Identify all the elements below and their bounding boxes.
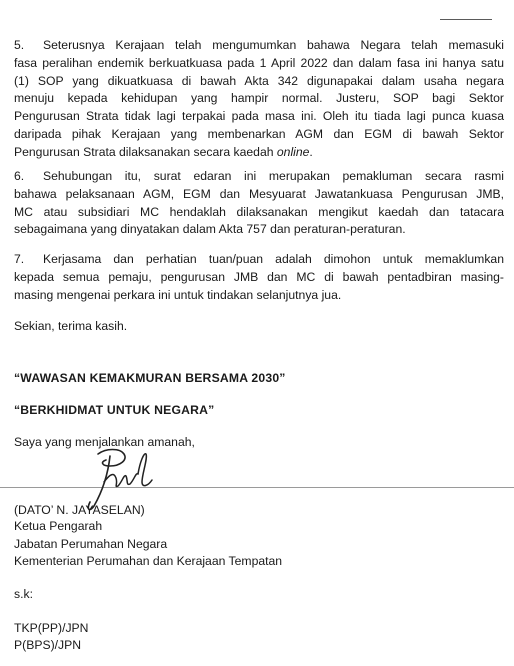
paragraph-5-line-6: daripada pihak Kerajaan yang membenarkan AGM dan EGM di bawah Sektor	[14, 126, 504, 141]
motto-wawasan: “WAWASAN KEMAKMURAN BERSAMA 2030”	[14, 371, 286, 385]
cc-recipient: P(BPS)/JPN	[14, 638, 82, 652]
paragraph-5-line-2: fasa peralihan endemik berkuatkuasa pada 1 April 2022 dan dalam fasa ini hanya satu	[14, 55, 504, 70]
paragraph-6-line-2: bahawa pelaksanaan AGM, EGM dan Mesyuarat Jawatankuasa Pengurusan JMB,	[14, 186, 504, 201]
cc-recipient: TKP(PP)/JPN	[14, 621, 89, 635]
online-term: online	[276, 144, 310, 159]
paragraph-5-line-1: 5. Seterusnya Kerajaan telah mengumumkan bahawa Negara telah memasuki	[14, 37, 504, 55]
paragraph-6	[14, 168, 504, 239]
signer-title: Ketua Pengarah	[14, 519, 103, 533]
cc-label: s.k:	[14, 587, 33, 601]
paragraph-7-line-3: masing mengenai perkara ini untuk tindakan selanjutnya jua.	[14, 287, 342, 302]
paragraph-6-line-3: MC atau subsidiari MC hendaklah dilaksanakan mengikut kaedah dan tatacara	[14, 204, 504, 219]
signer-name: (DATO’ N. JAYASELAN)	[14, 503, 145, 517]
header-rule	[440, 19, 492, 20]
paragraph-6-number: 6.	[14, 169, 25, 183]
scan-fold-line	[0, 487, 514, 488]
paragraph-5	[14, 37, 504, 162]
amanah-text: Saya yang menjalankan amanah,	[14, 435, 195, 449]
paragraph-5-line-7: Pengurusan Strata dilaksanakan secara kaedah online.	[14, 144, 313, 159]
closing-text: Sekian, terima kasih.	[14, 319, 128, 333]
paragraph-7-number: 7.	[14, 252, 25, 266]
paragraph-6-line-4: sebagaimana yang dinyatakan dalam Akta 757 dan peraturan-peraturan.	[14, 222, 406, 237]
signer-department: Jabatan Perumahan Negara	[14, 537, 168, 551]
motto-berkhidmat: “BERKHIDMAT UNTUK NEGARA”	[14, 403, 215, 417]
paragraph-5-number: 5.	[14, 38, 25, 52]
paragraph-7	[14, 251, 504, 304]
paragraph-5-line-5: Pengurusan Strata tidak lagi terpakai pada masa ini. Oleh itu tiada lagi punca kuasa	[14, 109, 504, 124]
paragraph-6-line-1: 6. Sehubungan itu, surat edaran ini merupakan pemakluman secara rasmi	[14, 168, 504, 186]
paragraph-7-line-1: 7. Kerjasama dan perhatian tuan/puan adalah dimohon untuk memaklumkan	[14, 251, 504, 269]
signer-ministry: Kementerian Perumahan dan Kerajaan Tempatan	[14, 554, 283, 568]
paragraph-5-line-4: menuju kepada kehidupan yang hampir normal. Justeru, SOP bagi Sektor	[14, 91, 504, 106]
paragraph-7-line-2: kepada semua pemaju, pengurusan JMB dan MC di bawah pentadbiran masing-	[14, 269, 504, 284]
paragraph-5-line-3: (1) SOP yang dikuatkuasa di bawah Akta 342 digunapakai dalam usaha negara	[14, 73, 504, 88]
